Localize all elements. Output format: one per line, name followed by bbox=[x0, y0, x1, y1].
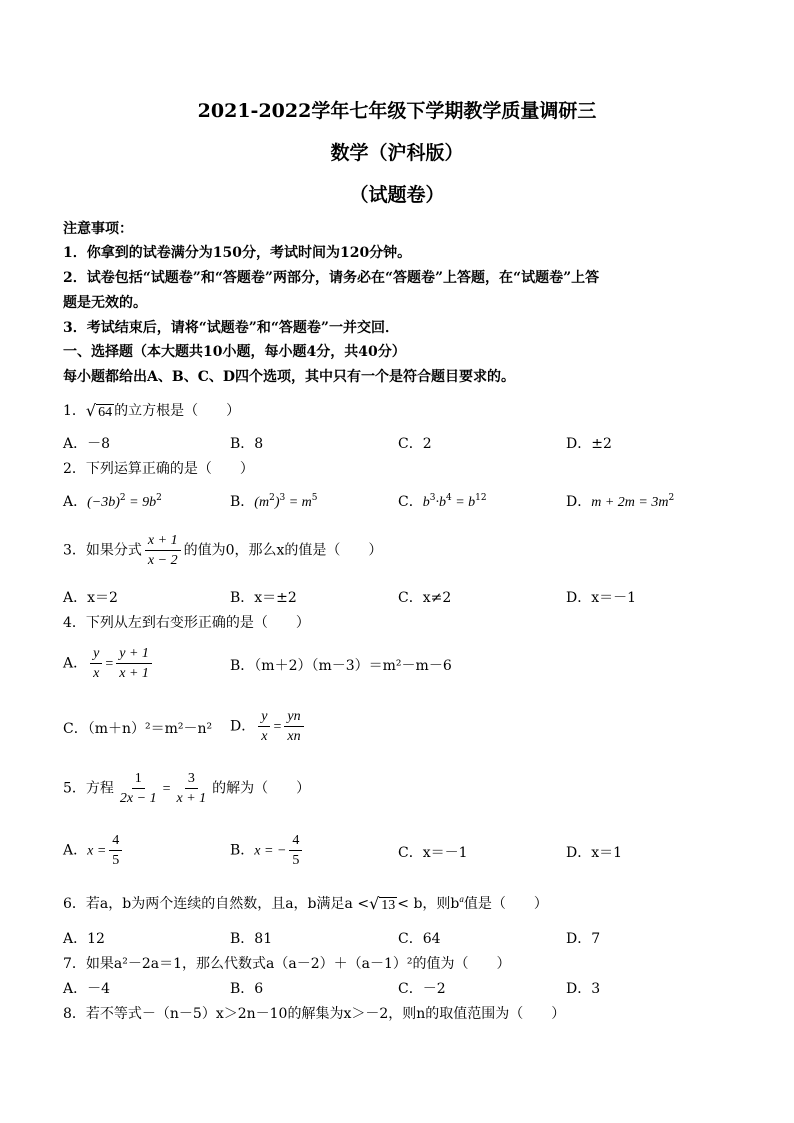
q1-option-d: D．±2 bbox=[566, 436, 612, 452]
exam-subject: 数学（沪科版） bbox=[330, 142, 464, 164]
q7-option-a: A．－4 bbox=[63, 981, 111, 997]
q1-option-c: C．2 bbox=[398, 436, 432, 452]
note-item-3: 3．考试结束后，请将“试题卷”和“答题卷”一并交回． bbox=[63, 320, 399, 336]
q2-option-c: C．$b^3\cdot b^4 = b^{12}$ bbox=[398, 493, 487, 510]
note-item-1: 1．你拿到的试卷满分为150分，考试时间为120分钟。 bbox=[63, 245, 412, 261]
q1-option-a: A．－8 bbox=[63, 436, 111, 452]
note-item-2: 2．试卷包括“试题卷”和“答题卷”两部分，请务必在“答题卷”上答题，在“试题卷”上答 bbox=[63, 270, 600, 286]
q4-option-a: A． $\frac{y}{x}$ = $\frac{y + 1}{x + 1}$ bbox=[63, 645, 155, 682]
q6-option-c: C．64 bbox=[398, 931, 441, 947]
question-5: 5．方程 $\frac{1}{2x - 1}$ = $\frac{3}{x + 1}$ 的解为（ ） bbox=[63, 771, 311, 806]
question-8: 8．若不等式－（n－5）x＞2n－10的解集为x＞－2，则n的取值范围为（ ） bbox=[63, 1006, 566, 1022]
q2-option-b: B．$(m^2)^3 = m^5$ bbox=[230, 493, 318, 510]
q1-option-b: B．8 bbox=[230, 436, 264, 452]
sqrt-expression: √ 13 bbox=[369, 894, 396, 913]
question-7: 7．如果a²－2a＝1，那么代数式a（a－2）＋（a－1）²的值为（ ） bbox=[63, 956, 511, 972]
q6-option-d: D．7 bbox=[566, 931, 601, 947]
exam-title: 2021-2022学年七年级下学期教学质量调研三 bbox=[197, 100, 597, 122]
question-1: 1．√ 64 的立方根是（ ） bbox=[63, 401, 241, 420]
q7-option-d: D．3 bbox=[566, 981, 601, 997]
exam-paper-type: （试题卷） bbox=[349, 184, 445, 206]
q5-option-a: A．x = $\frac{4}{5}$ bbox=[63, 832, 125, 869]
q5-option-d: D．x＝1 bbox=[566, 845, 623, 861]
sqrt-expression: √ 64 bbox=[85, 401, 113, 420]
q4-option-b: B．（m＋2）（m－3）＝m²－m－6 bbox=[230, 658, 452, 674]
q2-option-d: D．$m + 2m = 3m^2$ bbox=[566, 493, 675, 510]
q6-option-b: B．81 bbox=[230, 931, 273, 947]
q5-option-c: C．x＝－1 bbox=[398, 845, 468, 861]
q7-option-c: C．－2 bbox=[398, 981, 446, 997]
q2-option-a: A．$(-3b)^2 = 9b^2$ bbox=[63, 493, 162, 510]
note-item-2-cont: 题是无效的。 bbox=[63, 295, 147, 311]
q3-option-d: D．x＝－1 bbox=[566, 590, 637, 606]
section-instruction: 每小题都给出A、B、C、D四个选项，其中只有一个是符合题目要求的。 bbox=[63, 369, 515, 385]
q3-option-a: A．x＝2 bbox=[63, 590, 118, 606]
question-2: 2．下列运算正确的是（ ） bbox=[63, 461, 254, 477]
question-6: 6．若a，b为两个连续的自然数，且a，b满足a <√ 13 < b，则$b^a$值是（ ） bbox=[63, 894, 548, 913]
question-3: 3．如果分式 $\frac{x + 1}{x - 2}$ 的值为0，那么x的值是（ ） bbox=[63, 533, 383, 568]
q4-option-c: C．（m＋n）²＝m²－n² bbox=[63, 721, 213, 737]
section-heading: 一、选择题（本大题共10小题，每小题4分，共40分） bbox=[63, 344, 406, 360]
q3-option-b: B．x＝±2 bbox=[230, 590, 297, 606]
q4-option-d: D． $\frac{y}{x}$ = $\frac{yn}{xn}$ bbox=[230, 708, 307, 745]
q6-option-a: A．12 bbox=[63, 931, 105, 947]
q3-option-c: C．x≠2 bbox=[398, 590, 452, 606]
q5-option-b: B．x = − $\frac{4}{5}$ bbox=[230, 832, 305, 869]
notes-heading: 注意事项： bbox=[63, 221, 133, 237]
q7-option-b: B．6 bbox=[230, 981, 264, 997]
question-4: 4．下列从左到右变形正确的是（ ） bbox=[63, 615, 310, 631]
fraction: $\frac{x + 1}{x - 2}$ bbox=[145, 532, 181, 569]
